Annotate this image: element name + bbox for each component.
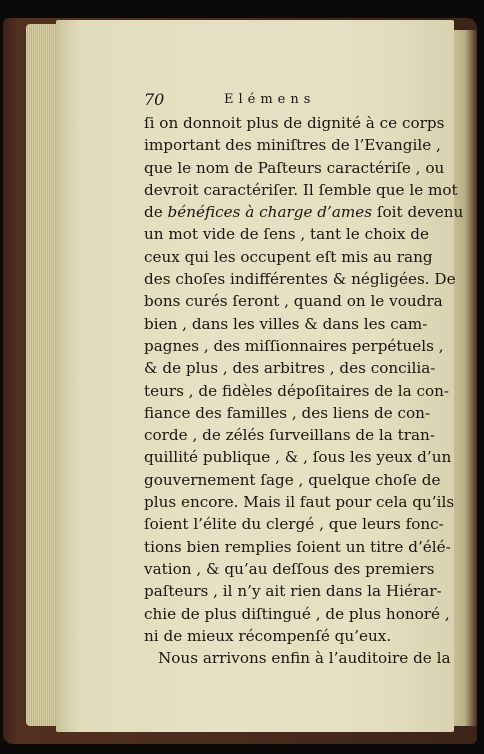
text-line [144,357,434,379]
text-line [144,402,434,424]
text-line [144,313,434,335]
text-run: ſi on donnoit plus de dignité à ce corps [144,114,445,132]
text-line [144,112,445,134]
text-line [144,536,451,558]
text-line [144,424,434,446]
text-line [144,625,434,647]
italic-phrase: bénéfices à charge d’ames [167,203,373,222]
text-run: que le nom de Paſteurs caractériſe , ou [144,158,445,177]
text-run: ni de mieux récompenſé qu’eux. [144,626,392,645]
text-run: ceux qui les occupent eſt mis au rang [144,247,433,266]
text-run: tions bien remplies ſoient un titre d’élé- [144,537,451,556]
text-run: bons curés ſeront , quand on le voudra [144,292,443,311]
text-run: bien , dans les villes & dans les cam- [144,314,428,333]
text-run: quillité publique , & , ſous les yeux d’un [144,448,452,467]
text-line [144,335,444,357]
text-run: chie de plus diſtingué , de plus honoré , [144,604,450,623]
text-line [144,179,458,201]
text-run: pagnes , des miſſionnaires perpétuels , [144,336,444,355]
text-run: ſoient l’élite du clergé , que leurs fonc- [144,515,444,534]
text-run: ſoit devenu [372,203,464,222]
text-line [144,201,464,223]
page-content [144,90,464,669]
text-run: un mot vide de ſens , tant le choix de [144,225,429,244]
running-title: Elémens [224,92,316,107]
text-run: des choſes indifférentes & négligées. De [144,270,456,289]
text-line [144,290,443,312]
text-line [144,580,442,602]
text-run: paſteurs , il n’y ait rien dans la Hiérar- [144,582,442,601]
text-line [144,469,441,491]
text-run: teurs , de fidèles dépoſitaires de la con- [144,381,450,400]
body-text [144,112,464,669]
text-line [144,603,450,625]
text-line [144,246,434,268]
text-line [144,558,434,580]
text-line [144,380,450,402]
text-run: & de plus , des arbitres , des concilia- [144,359,436,378]
text-run: corde , de zélés ſurveillans de la tran- [144,426,435,445]
text-run: Nous arrivons enfin à l’auditoire de la [158,649,451,668]
page-number: 70 [144,90,165,109]
text-run: fiance des familles , des liens de con- [144,403,431,422]
text-line [144,513,444,535]
text-line [144,647,451,669]
text-run: gouvernement ſage , quelque choſe de [144,470,441,489]
text-line [144,268,456,290]
text-line [144,223,434,245]
text-run: important des miniſtres de l’Evangile , [144,136,441,155]
text-line [144,134,441,156]
text-run: vation , & qu’au deſſous des premiers [144,559,435,578]
page-header [144,90,434,112]
text-line [144,157,445,179]
text-line [144,446,452,468]
text-run: plus encore. Mais il faut pour cela qu’ils [144,493,455,512]
text-run: de [144,203,168,222]
text-line [144,491,455,513]
text-run: devroit caractériſer. Il ſemble que le mot [144,180,458,199]
